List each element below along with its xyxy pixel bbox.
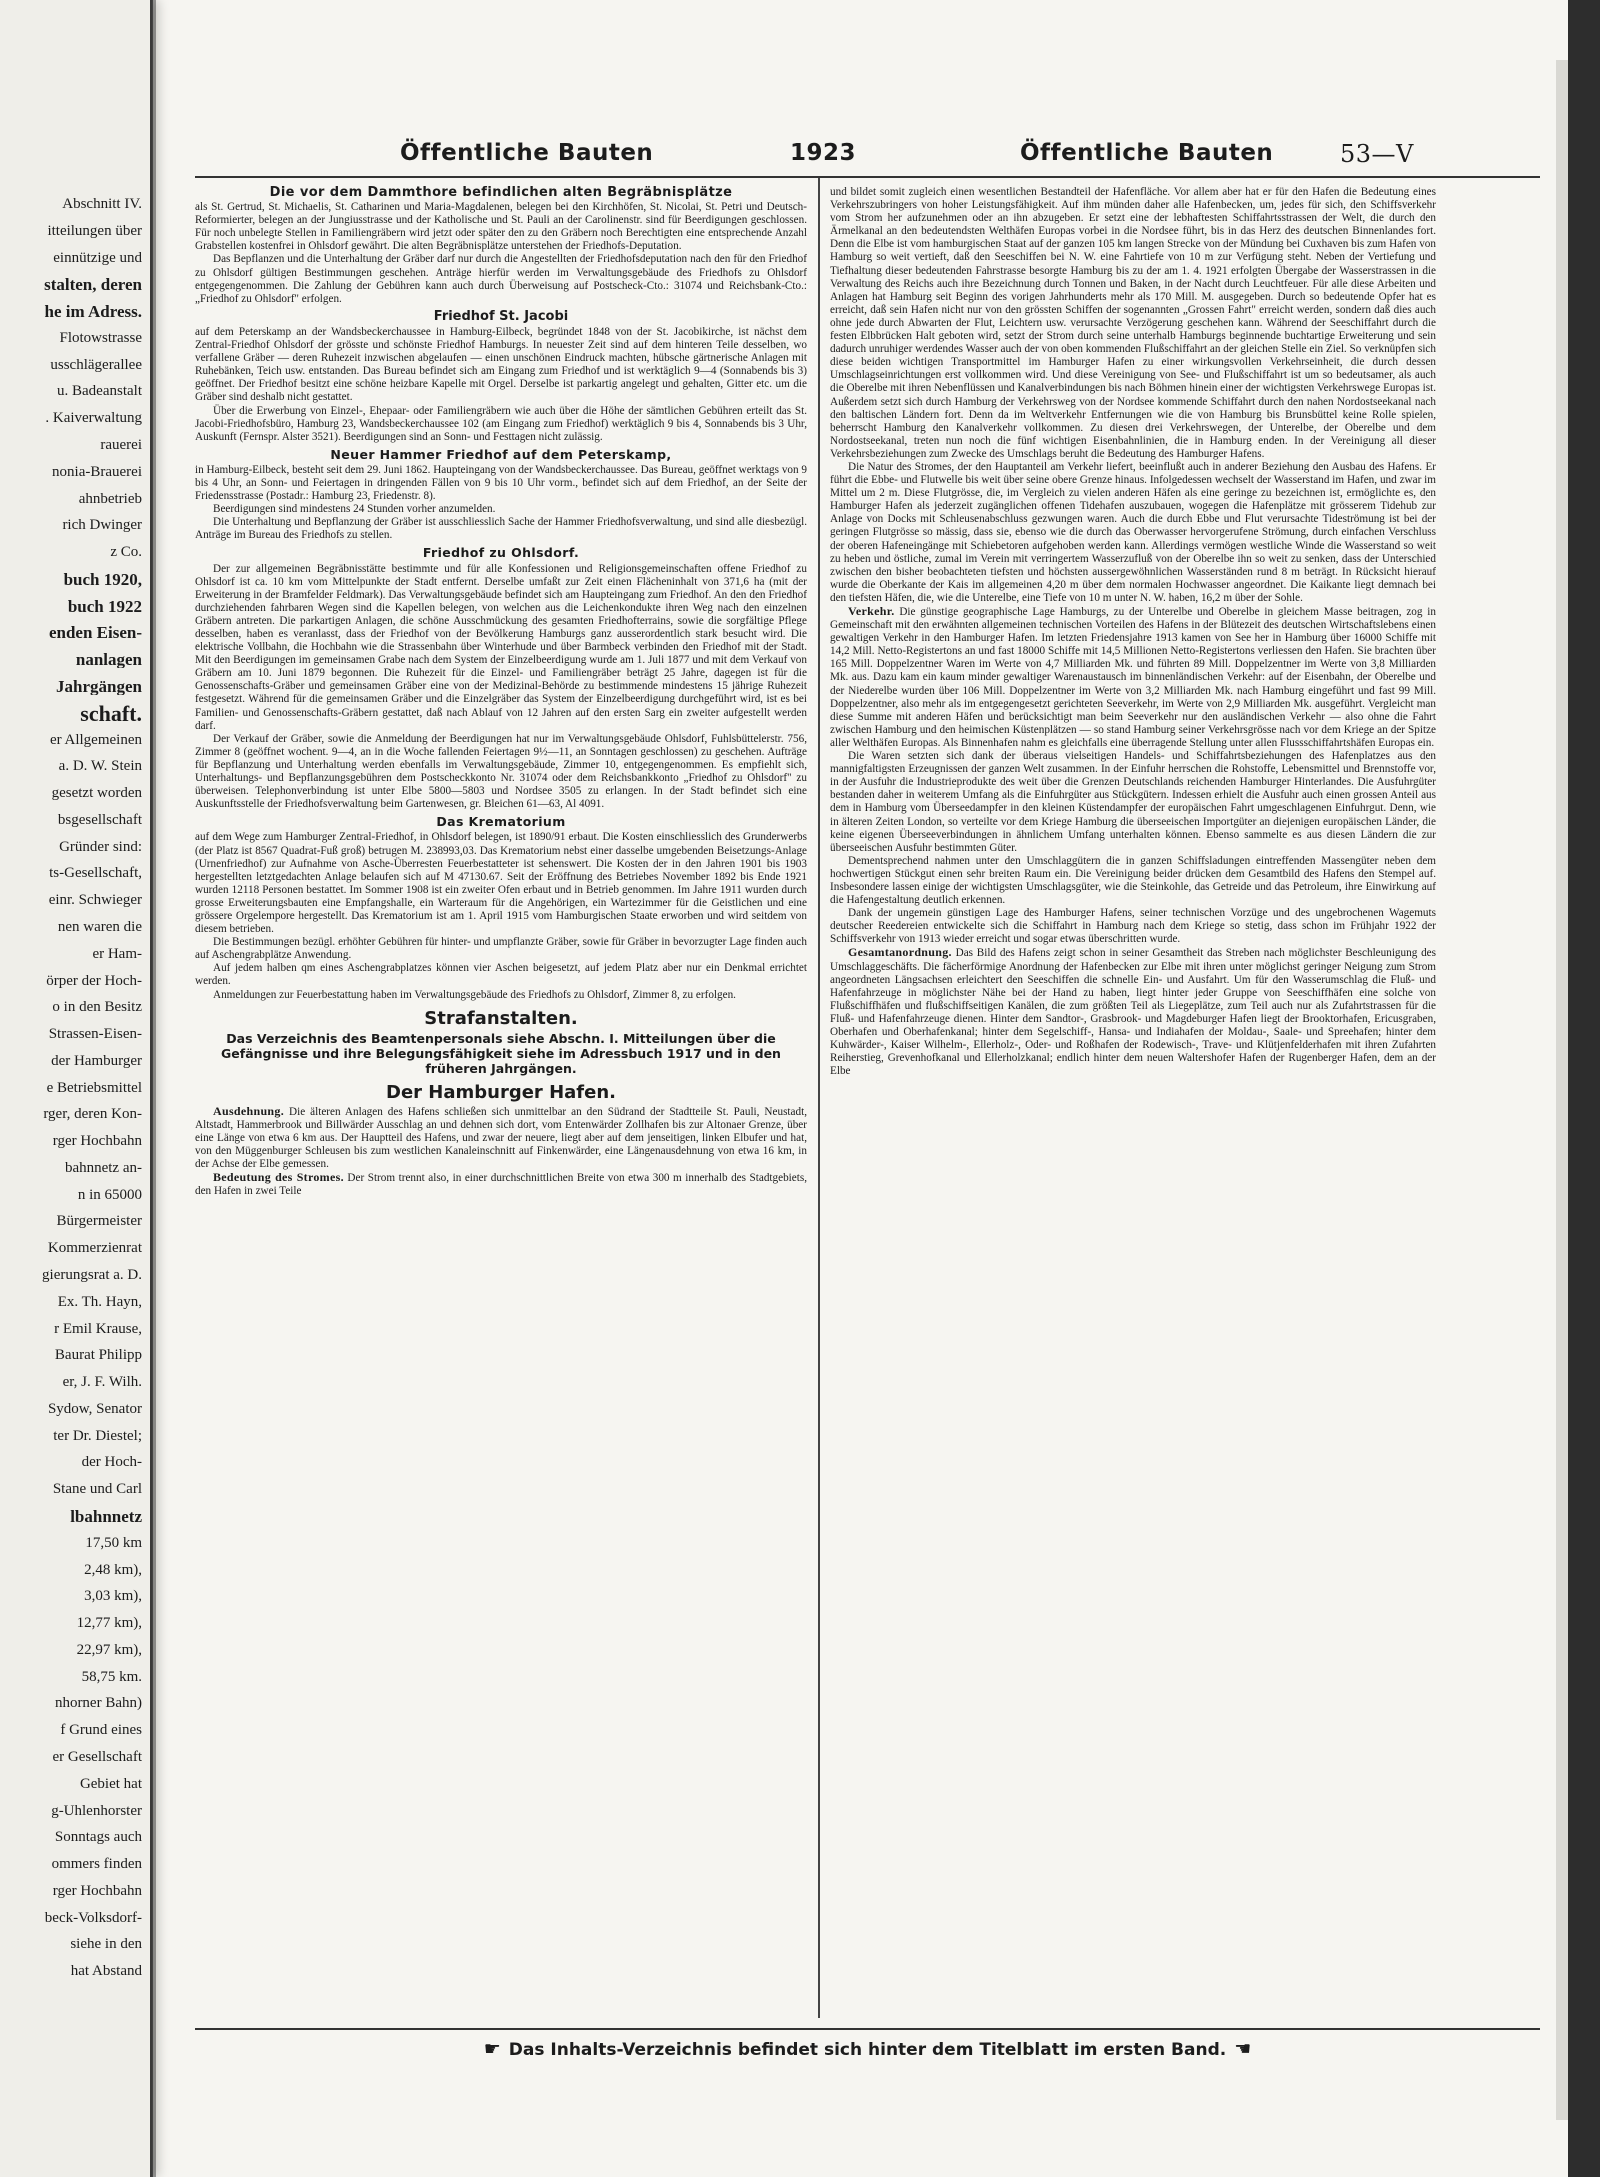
paragraph-gesamtanordnung — [830, 946, 1436, 1078]
facing-page-fragment: rger Hochbahn — [52, 1883, 142, 1899]
facing-page-fragment: r Emil Krause, — [54, 1321, 142, 1337]
header-left-title: Öffentliche Bauten — [400, 140, 654, 166]
facing-page-fragment: a. D. W. Stein — [58, 758, 142, 774]
facing-page-fragment: gesetzt worden — [51, 785, 142, 801]
facing-page-fragment: enden Eisen- — [48, 624, 142, 641]
facing-page-fragment: rger, deren Kon- — [43, 1106, 142, 1122]
paragraph: Die Unterhaltung und Bepflanzung der Gräber ist ausschliesslich Sache der Hammer Friedhofsverwaltung, und sind alle diesbezügl. Anträge im Bureau des Friedhofs zu stellen. — [195, 516, 807, 542]
facing-page-fragment: Stane und Carl — [52, 1481, 142, 1497]
facing-page-fragment: ter Dr. Diestel; — [53, 1428, 142, 1444]
paragraph: Anmeldungen zur Feuerbestattung haben im Verwaltungsgebäude des Friedhofs zu Ohlsdorf, Zimmer 8, zu erfolgen. — [213, 988, 736, 1001]
paragraph: in Hamburg-Eilbeck, besteht seit dem 29. Juni 1862. Haupteingang von der Wandsbeckerchaussee. Das Bureau, geöffnet werktags von 9 bis 4 Uhr, an Sonn- und Feiertagen in dringenden Fällen von 9 bis 10 Uhr vorm., befindet sich auf dem Friedhof, an der Seite der Friedensstrasse (Postadr.: Hamburg 23, Friedenstr. 8). — [195, 463, 807, 503]
facing-page-fragment: f Grund eines — [60, 1722, 142, 1738]
facing-page-fragment: o in den Besitz — [52, 999, 142, 1015]
page-edge — [1556, 60, 1568, 2120]
facing-page-fragment: 12,77 km), — [76, 1615, 142, 1631]
header-rule — [195, 176, 1540, 178]
facing-page-fragment: beck-Volksdorf- — [44, 1910, 142, 1926]
facing-page-fragment: buch 1920, — [63, 571, 142, 588]
facing-page-fragment: rauerei — [100, 437, 142, 453]
paragraph-bedeutung — [195, 1171, 807, 1198]
paragraph: Dank der ungemein günstigen Lage des Hamburger Hafens, seiner technischen Vorzüge und des ungebrochenen Wagemuts deutscher Reedereien entwickelte sich die Schiffahrt in Hamburg nach dem Kriege so stetig, dass schon im Frühjahr 1922 der Schiffsverkehr von 1913 wieder erreicht und sogar etwas überschritten wurde. — [830, 907, 1436, 946]
facing-page-fragment: Bürgermeister — [56, 1213, 142, 1229]
facing-page-fragment: 3,03 km), — [84, 1588, 142, 1604]
section-heading-st-jacobi: Friedhof St. Jacobi — [433, 308, 569, 324]
paragraph: Dementsprechend nahmen unter den Umschlaggütern die in ganzen Schiffsladungen eintreffenden Massengüter neben dem hochwertigen Stückgut einen sehr breiten Raum ein. Die Vereinigung beider drücken dem Gesamtbild des Hafens den Stempel auf. Insbesondere lassen einige der wichtigsten Umschlagsgüter, wie die Steinkohle, das Getreide und das Petroleum, ihre Einwirkung auf die Hafengestaltung deutlich erkennen. — [830, 854, 1436, 907]
facing-page-fragment: buch 1922 — [67, 598, 142, 615]
facing-page-fragment: hat Abstand — [70, 1963, 142, 1979]
section-heading-old-cemeteries: Die vor dem Dammthore befindlichen alten Begräbnisplätze — [269, 185, 733, 200]
book-gutter — [152, 0, 156, 2177]
facing-page-fragment: der Hoch- — [81, 1454, 142, 1470]
pointing-hand-left-icon: ☚ — [1234, 2038, 1252, 2060]
facing-page-fragment: Gebiet hat — [79, 1776, 142, 1792]
facing-page-fragment: der Hamburger — [51, 1053, 142, 1069]
facing-page-fragment: 2,48 km), — [84, 1562, 142, 1578]
facing-page-fragment: er Gesellschaft — [52, 1749, 142, 1765]
paragraph-text: Die günstige geographische Lage Hamburgs, zu der Unterelbe und Oberelbe in gleichem Masse beitragen, zog in Gemeinschaft mit den erwähnten allgemeinen technischen Vorteilen des Hafens in der Blütezeit des deutschen Wirtschaftslebens einen gewaltigen Verkehr in den Hamburger Hafen. Im letzten Friedensjahre 1913 kamen von See her in Hamburg über 16000 Schiffe mit 14,2 Mill. Netto-Registertons an und fast 18000 Schiffe mit 14,5 Millionen Netto-Registertons verliessen den Hafen. Sie brachten über 165 Mill. Doppelzentner Waren im Werte von 4,7 Milliarden Mk. und führten 89 Mill. Doppelzentner im Werte von 3,8 Milliarden Mk. aus. Dazu kam ein kaum minder gewaltiger Warenaustausch im binnenländischen Verkehr: auf der Eisenbahn, der Oberelbe und der Niederelbe wurden über 106 Mill. Doppelzentner im Werte von 3,2 Milliarden Mk. nach Hamburg eingeführt und fast 99 Mill. Doppelzentner, also mehr als im entgegengesetzt gerichteten Seeverkehr, im Werte von 2,9 Milliarden Mk. ausgeführt. Vergleicht man diese Summe mit anderen Häfen und berücksichtigt man beim Seeverkehr nur den ausländischen Verkehr — also ohne die Fahrt zwischen Hamburg und den heimischen Küstenplätzen — so stand Hamburg seiner Verkehrsgrösse nach vor dem Kriege an der Spitze aller Welthäfen Europas. Als Binnenhafen nahm es gleichfalls eine überragende Stellung unter allen Flussschiffahrtshäfen Europas ein. — [830, 606, 1436, 749]
paragraph: Das Bepflanzen und die Unterhaltung der Gräber darf nur durch die Angestellten der Friedhofsdeputation nach den für den Friedhof zu Ohlsdorf gültigen Bestimmungen geschehen. Anträge hierfür werden im Verwaltungsgebäude des Friedhofs zu Ohlsdorf entgegengenommen. Die Zahlung der Gebühren kann auch durch Überweisung auf Postscheck-Cto.: 31074 und Reichsbank-Cto.: „Friedhof zu Ohlsdorf" erfolgen. — [195, 253, 807, 305]
facing-page-fragment: 22,97 km), — [76, 1642, 142, 1658]
footer-text: Das Inhalts-Verzeichnis befindet sich hinter dem Titelblatt im ersten Band. — [508, 2040, 1227, 2060]
paragraph-verkehr — [830, 605, 1436, 750]
facing-page-fragment: u. Badeanstalt — [57, 383, 142, 399]
paragraph: auf dem Wege zum Hamburger Zentral-Friedhof, in Ohlsdorf belegen, ist 1890/91 erbaut. Die Kosten einschliesslich des Grunderwerbs (der Platz ist 8567 Quadrat-Fuß groß) betrugen M. 238993,03. Das Krematorium nebst einer dasselbe umgebenden Beisetzungs-Anlage (Urnenfriedhof) zur Aufnahme von Asche-Überresten Feuerbestatteter ist sehenswert. Die Kosten der in den Jahren 1901 bis 1903 hergestellten letztgedachten Anlage belaufen sich auf M 47130.67. Seit der Eröffnung des Betriebes November 1892 bis Ende 1921 wurden 12118 Personen bestattet. Im Sommer 1908 ist ein zweiter Ofen erbaut und in Betrieb genommen. Im Jahre 1911 wurden durch grosse Erweiterungsbauten eine Empfangshalle, ein Warteraum für die Angehörigen, ein Wartezimmer für die Geistlichen und eine grössere Orgelempore hergestellt. Das Krematorium ist am 1. April 1915 vom Hamburgischen Staate erworben und wird seitdem von diesem betrieben. — [195, 831, 807, 936]
header-right-title: Öffentliche Bauten — [1020, 140, 1274, 166]
footer-notice — [195, 2038, 1540, 2060]
facing-page-fragment: Jahrgängen — [56, 678, 142, 695]
facing-page-fragment: schaft. — [80, 705, 142, 722]
section-heading-hamburger-hafen: Der Hamburger Hafen. — [386, 1081, 616, 1103]
run-in-label: Verkehr. — [848, 604, 895, 618]
paragraph-ausdehnung — [195, 1105, 807, 1171]
facing-page-fragment: Ex. Th. Hayn, — [57, 1294, 142, 1310]
running-header — [190, 140, 1540, 174]
run-in-label: Bedeutung des Stromes. — [213, 1170, 344, 1185]
facing-page-fragment: er Ham- — [92, 946, 142, 962]
facing-page-fragment: ommers finden — [51, 1856, 142, 1872]
run-in-label: Ausdehnung. — [213, 1103, 285, 1118]
facing-page-fragment: . Kaiverwaltung — [45, 410, 142, 426]
facing-page-fragment: 17,50 km — [85, 1535, 142, 1551]
facing-page-fragment: Sonntags auch — [54, 1829, 142, 1845]
paragraph: Der Verkauf der Gräber, sowie die Anmeldung der Beerdigungen hat nur im Verwaltungsgebäude Ohlsdorf, Fuhlsbüttelerstr. 756, Zimmer 8 (geöffnet wochent. 9—4, an in die Woche fallenden Feiertagen 9½—11, an Sonntagen geschlossen) zu geschehen. Aufträge für Bepflanzung und Unterhaltung werden ebenfalls im Verwaltungsgebäude, Zimmer 10, entgegengenommen. Es empfiehlt sich, Unterhaltungs- und Bepflanzungsgebühren dem Postscheckkonto Nr. 31074 oder dem Reichsbankkonto „Friedhof zu Ohlsdorf" zu überweisen. Telephonverbindung ist unter Elbe 5800—5803 und Nordsee 3505 zu erlangen. In der Stadt befindet sich eine Auskunftsstelle der Friedhofsverwaltung beim Gartenwesen, gr. Bleichen 61—63, Al 4091. — [195, 732, 807, 811]
paragraph-text: Das Bild des Hafens zeigt schon in seiner Gesamtheit das Streben nach möglichster Beschleunigung des Umschlaggeschäfts. Die fächerförmige Anordnung der Hafenbecken zur Elbe mit ihren unter möglichst geringer Neigung zum Strom angeordneten Längsachsen erleichtert den Seeschiffen die schnelle Ein- und Ausfahrt. Um für den Wasserumschlag die Fluß- und Hafenfahrzeuge in möglichster Nähe bei der Hand zu haben, liegt hinter jeder Gruppe von Seeschiffhäfen eine solche von Flußschiffhäfen und flußschiffseitigen Kanälen, die zum größten Teil als Liegeplätze, zum Teil auch nur als Zufahrtstrassen für die Fluß- und Hafenfahrzeuge dienen. Hinter dem Sandtor-, Grasbrook- und Magdeburger Hafen liegt der Brooktorhafen, Ericusgraben, Oberhafen und Oberhafenkanal; hinter dem Segelschiff-, Hansa- und Indiahafen der Moldau-, Saale- und Spreehafen; hinter dem Kuhwärder-, Kaiser Wilhelm-, Ellerholz-, Oder- und Roßhafen der Rodewisch-, Trave- und Klütjenfelderhafen mit ihren Zufahrten Reiherstieg, Grevenhofkanal und Ellerholzkanal; endlich hinter dem neuen Waltershofer Hafen der Rugenberger Hafen, dem an der Elbe — [830, 947, 1436, 1078]
facing-page-fragment: rger Hochbahn — [52, 1133, 142, 1149]
facing-page-fragment: nen waren die — [57, 919, 142, 935]
paragraph: Die Bestimmungen bezügl. erhöhter Gebühren für hinter- und umpflanzte Gräber, sowie für Gräber in bevorzugter Lage finden auch auf Aschengrabplätze Anwendung. — [195, 936, 807, 962]
paragraph: Beerdigungen sind mindestens 24 Stunden vorher anzumelden. — [213, 503, 496, 516]
section-heading-strafanstalten: Strafanstalten. — [424, 1007, 578, 1029]
header-year: 1923 — [790, 140, 857, 166]
facing-page-fragment: rich Dwinger — [62, 517, 142, 533]
facing-page-fragment: er, J. F. Wilh. — [62, 1374, 142, 1390]
facing-page-fragment: siehe in den — [70, 1936, 142, 1952]
right-column — [830, 186, 1436, 1078]
facing-page-fragment: ts-Gesellschaft, — [49, 865, 142, 881]
facing-page-fragment: bsgesellschaft — [57, 812, 142, 828]
run-in-label: Gesamtanordnung. — [848, 945, 952, 960]
facing-page-fragment: Sydow, Senator — [47, 1401, 142, 1417]
paragraph: Die Waren setzten sich dank der überaus vielseitigen Handels- und Schiffahrtsbeziehungen des Hafenplatzes aus den mannigfaltigsten Erzeugnissen der ganzen Welt zusammen. In der Einfuhr herrschen die Rohstoffe, Lebensmittel und Brennstoffe vor, in der Ausfuhr die Industrieprodukte des weit über die Grenzen Deutschlands reichenden Hamburger Hinterlandes. Die Ausfuhrgüter bestanden daher in weiterem Umfang als die Einfuhrgüter aus Stückgütern. Indessen erhielt die Ausfuhr auch einen grossen Anteil aus dem in Hamburg vom Überseedampfer in den kleinen Küstendampfer der europäischen Fahrt umgeschlagenen Einfuhrgut. Denn, wie in älteren Zeiten London, so verteilte vor dem Kriege Hamburg die überseeischen Importgüter an diejenigen europäischen Länder, die keine eigenen Überseeverbindungen in ähnlichem Umfang unterhalten können. Ebenso sammelte es aus diesen Ländern die zur überseeischen Ausfuhr bestimmten Güter. — [830, 750, 1436, 854]
facing-page-fragment: z Co. — [110, 544, 142, 560]
paragraph: Über die Erwerbung von Einzel-, Ehepaar- oder Familiengräbern wie auch über die Höhe der sämtlichen Gebühren erteilt das St. Jacobi-Friedhofsbüro, Hamburg 23, Wandsbeckerchaussee 102 (am Eingang zum Friedhof) werktäglich 9 bis 4, Sonnabends bis 3 Uhr, Auskunft (Fernspr. Alster 3521). Beerdigungen sind an Sonn- und Festtagen nicht zulässig. — [195, 404, 807, 443]
facing-page-fragment: g-Uhlenhorster — [51, 1803, 142, 1819]
page-number: 53—V — [1340, 140, 1414, 168]
paragraph-text: Der Strom trennt also, in einer durchschnittlichen Breite von etwa 300 m innerhalb des Stadtgebiets, den Hafen in zwei Teile — [195, 1172, 808, 1198]
facing-page-fragment: örper der Hoch- — [46, 973, 142, 989]
pointing-hand-right-icon: ☛ — [483, 2038, 501, 2060]
facing-page-fragment: einnützige und — [53, 250, 142, 266]
facing-page-fragment: Baurat Philipp — [54, 1347, 142, 1363]
section-heading-hammer-friedhof: Neuer Hammer Friedhof auf dem Peterskamp, — [330, 446, 672, 462]
footer-rule — [195, 2028, 1540, 2030]
facing-page-fragment: n in 65000 — [77, 1187, 142, 1203]
paragraph: und bildet somit zugleich einen wesentlichen Bestandteil der Hafenfläche. Vor allem aber hat er für den Hafen die Bedeutung eines Verkehrszubringers von hoher Leistungsfähigkeit. Auf ihm münden daher alle Hafenbecken, um, jedes für sich, den Schiffsverkehr vom Strom her aufzunehmen oder an ihn abzugeben. Er setzt eine der lebhaftesten Schiffahrtsstrassen der Welt, die durch den Ärmelkanal an den bedeutendsten Welthäfen Europas vorbei in die Nordsee führt, bis in das Herz des deutschen Binnenlandes fort. Denn die Elbe ist vom hamburgischen Staat auf der ganzen 105 km langen Strecke von der Mündung bei Cuxhaven bis zum Hafen von Hamburg so weit vertieft, daß den Seeschiffen bei N. W. eine Fahrtiefe von 10 m zur Verfügung steht. Neben der Vertiefung und Tiefhaltung dieser bedeutenden Fahrstrasse besorgte Hamburg bis zu der am 1. 4. 1921 erfolgten Übergabe der Wasserstrassen in die Verwaltung des Reichs auch ihre Bezeichnung durch Tonnen und Baken, in der Nacht durch Leuchtfeuer. Für alle diese Arbeiten und Anlagen hat Hamburg seit Beginn des vorigen Jahrhunderts mehr als 170 Mill. M. ausgegeben. Durch so bedeutende Opfer hat es erreicht, daß sein Hafen nicht nur von den grössten Schiffen der sogenannten „Grossen Fahrt" erreicht werden, sondern daß dies auch ohne jede durch Abwarten der Flut, Leichtern usw. verursachte Verzögerung geschehen kann. Während der Seeschiffahrt durch die festen Elbbrücken Halt geboten wird, setzt der Strom durch seine unterhalb Hamburgs beginnende buchtartige Erweiterung und sein dadurch unruhiger werdendes Wasser auch der von oben kommenden Flußschiffahrt an der gleichen Stelle ein Ziel. So verknüpfen sich diese beiden wichtigen Transportmittel im Hamburger Hafen zu einer wirkungsvollen Verkehrseinheit, die durch dessen Umschlagseinrichtungen erst vollkommen wird. Und diese Vereinigung von See- und Flußschiffahrt ist um so bedeutsamer, als auch die Oberelbe mit ihren Nebenflüssen und Kanalverbindungen bis nach Böhmen hinein einer der wichtigsten Verkehrswege Europas ist. Außerdem setzt sich durch Hamburg der Verkehrsweg von der Nordsee kommende Schiffahrt durch den nahen Nordostseekanal nach den baltischen Ländern fort. Denn da im Weltverkehr Entfernungen wie die von Hamburg bis Brunsbüttel keine Rolle spielen, beherrscht Hamburg den Kanalverkehr vollkommen. Zu diesen drei Verkehrswegen, der Unterelbe, der Oberelbe und dem Nordostseekanal, treten nun noch die fünf wichtigen Eisenbahnlinien, die in Hamburg enden. In der Vereinigung all dieser Verkehrsbeziehungen zum Zwecke des Umschlags beruht die Bedeutung des Hamburger Hafens. — [830, 186, 1436, 460]
facing-page-fragment: nanlagen — [75, 651, 142, 668]
paragraph: Auf jedem halben qm eines Aschengrabplatzes können vier Aschen beigesetzt, auf jedem Platz aber nur ein Denkmal errichtet werden. — [195, 962, 807, 988]
facing-page-fragment: Kommerzienrat — [47, 1240, 142, 1256]
paragraph: Die Natur des Stromes, der den Hauptanteil am Verkehr liefert, beeinflußt auch in anderer Beziehung den Ausbau des Hafens. Er führt die Ebbe- und Flutwelle bis weit über seine obere Grenze hinaus. Infolgedessen wechselt der Wasserstand im Hafen, und zwar im Mittel um 2 m. Diese Flutgrösse, die, im Vergleich zu vielen anderen Häfen als eine geringe zu bezeichnen ist, ermöglichte es, den Hamburger Hafen als jederzeit zugänglichen offenen Tidehafen auszubauen, wogegen die Hafenplätze mit grösserem Tidehub zur Anlage von Docks mit Schleusenabschluss gezwungen waren. Auch die durch Ebbe und Flut verursachte Tideströmung ist bei der geringen Flutgrösse so mässig, dass sie, ebenso wie die durch das Oberwasser hervorgerufene Strömung, durch einfachen Verschluss der oberen Hafeneingänge mit Schiebetoren aufgehoben werden kann. Allerdings vermögen westliche Winde die Wasserstand so weit zu heben und östliche, zumal im Verein mit verringertem Wasserzufluß von der Oberelbe ihn so weit zu senken, dass der Unterschied zwischen den bisher beobachteten tiefsten und höchsten aussergewöhnlichen Wasserständen rund 8 m beträgt. In Rücksicht hierauf wurde die Oberkante der Kais im allgemeinen 4,20 m über dem normalen Hochwasser angeordnet. Die Kaikante liegt demnach bei den tiefsten Häfen, die, wie die Unterelbe, eine Tiefe von 10 m unter N. W. haben, 16,2 m über der Sohle. — [830, 460, 1436, 604]
paragraph-text: Die älteren Anlagen des Hafens schließen sich unmittelbar an den Südrand der Stadtteile St. Pauli, Neustadt, Altstadt, Hammerbrook und Billwärder Ausschlag an und dehnen sich dort, vom Entenwärder Zollhafen bis zur Altonaer Grenze, über eine Länge von etwa 6 km aus. Der Hauptteil des Hafens, und zwar der neuere, liegt aber auf dem jenseitigen, linken Elbufer und hat, von den Müggenburger Schleusen bis zum westlichen Kanaleinschnitt auf Finkenwärder, eine Längenausdehnung von etwa 16 km, in der Achse der Elbe gemessen. — [195, 1105, 807, 1171]
facing-page-fragment: Flotowstrasse — [59, 330, 142, 346]
facing-page-fragment: nhorner Bahn) — [54, 1695, 142, 1711]
facing-page-fragment: einr. Schwieger — [48, 892, 142, 908]
facing-page-fragment: Strassen-Eisen- — [48, 1026, 142, 1042]
facing-page-fragment: ahnbetrieb — [78, 491, 142, 507]
facing-page-fragment: gierungsrat a. D. — [42, 1267, 142, 1283]
facing-page-fragment: Gründer sind: — [59, 839, 142, 855]
facing-page-fragment: usschlägerallee — [50, 357, 142, 373]
section-heading-ohlsdorf: Friedhof zu Ohlsdorf. — [422, 545, 580, 561]
section-heading-krematorium: Das Krematorium — [436, 814, 566, 830]
paragraph: auf dem Peterskamp an der Wandsbeckerchaussee in Hamburg-Eilbeck, begründet 1848 von der St. Jacobikirche, ist nächst dem Zentral-Friedhof Ohlsdorf der grösste und schönste Friedhof Hamburgs. In neuester Zeit sind auf dem hinteren Teile desselben, wo verfallene Gräber — deren Ruhezeit inzwischen abgelaufen — einen unschönen Eindruck machten, hübsche gärtnerische Anlagen mit Ruhebänken, Teich usw. entstanden. Das Bureau befindet sich am Eingang zum Friedhof und ist werktäglich 9—4 (Sonnabends bis 3) geöffnet. Der Friedhof besitzt eine schöne heizbare Kapelle mit Orgel. Derselbe ist parkartig angelegt und gehalten, Gitter etc. um die Gräber sind deshalb nicht gestattet. — [195, 325, 807, 404]
facing-page-fragment: nonia-Brauerei — [52, 464, 142, 480]
facing-page-fragment: he im Adress. — [44, 303, 142, 320]
facing-page-fragment: stalten, deren — [44, 276, 142, 293]
facing-page-fragment: e Betriebsmittel — [46, 1080, 142, 1096]
column-divider — [818, 178, 820, 2018]
notice-strafanstalten: Das Verzeichnis des Beamtenpersonals siehe Abschn. I. Mitteilungen über die Gefängnisse und ihre Belegungsfähigkeit siehe im Adressbuch 1917 und in den früheren Jahrgängen. — [221, 1030, 781, 1076]
facing-page-fragment: itteilungen über — [47, 223, 142, 239]
facing-page-strip — [0, 0, 153, 2177]
paragraph: Der zur allgemeinen Begräbnisstätte bestimmte und für alle Konfessionen und Religionsgemeinschaften offene Friedhof zu Ohlsdorf ist ca. 10 km vom Mittelpunkte der Stadt entfernt. Derselbe umfaßt zur Zeit einen Flächeninhalt von 371,6 ha (mit der Erweiterung in der Bramfelder Feldmark). Das Verwaltungsgebäude befindet sich am Haupteingang zum Friedhof. An den den Friedhof durchziehenden fahrbaren Wegen sind die Kapellen belegen, von welchen aus die Leichenkondukte ihren Weg nach den einzelnen Gräbern antreten. Die parkartigen Anlagen, die schöne Ausschmückung des gesamten Friedhofterrains, sowie die sorgfältige Pflege desselben, haben es veranlasst, dass der Friedhof von der Bevölkerung Hamburgs ganz ausserordentlich stark besucht wird. Die elektrische Vollbahn, die Hochbahn wie die Strassenbahn über Winterhude und über Barmbeck verbinden den Friedhof mit der Stadt. Mit den Beerdigungen im gemeinsamen Grabe nach dem System der Einzelbeerdigung wurde am 1. Juli 1877 und mit dem Verkauf von Gräbern am 10. Juni 1879 begonnen. Die Ruhezeit für die Einzel- und Familiengräber beträgt 25 Jahre, dagegen ist für die Genossenschafts-Gräber und gemeinsamen Gräber eine von der Medizinal-Behörde zu bestimmende mindestens 15 jährige Ruhezeit festgesetzt. Während für die gemeinsamen Gräber und die Einzelgräber das System der Einzelbeerdigung durchgeführt wird, ist es bei Familien- und Genossenschafts-Gräbern gestattet, daß nach Ablauf von 12 Jahren auf den ersten Sarg ein zweiter aufgestellt werden darf. — [195, 562, 807, 732]
facing-page-fragment: bahnnetz an- — [64, 1160, 142, 1176]
paragraph: als St. Gertrud, St. Michaelis, St. Catharinen und Maria-Magdalenen, belegen bei den Kirchhöfen, St. Nicolai, St. Petri und Deutsch-Reformierter, belegen an der Jungiusstrasse und der Katholische und St. Pauli an der Carolinenstr. sind für Beerdigungen geschlossen. Für noch unbelegte Stellen in Familiengräbern wird jetzt oder später den zu den Gräbern noch Berechtigten eine entsprechende Anzahl Grabstellen kostenfrei in Ohlsdorf gewährt. Die alten Begräbnisplätze unterstehen der Friedhofs-Deputation. — [195, 201, 807, 253]
left-column — [195, 186, 807, 1198]
facing-page-fragment: Abschnitt IV. — [62, 196, 142, 212]
facing-page-fragment: 58,75 km. — [81, 1669, 142, 1685]
facing-page-fragment: lbahnnetz — [70, 1508, 142, 1525]
scan-border — [1568, 0, 1600, 2177]
facing-page-fragment: er Allgemeinen — [49, 732, 142, 748]
